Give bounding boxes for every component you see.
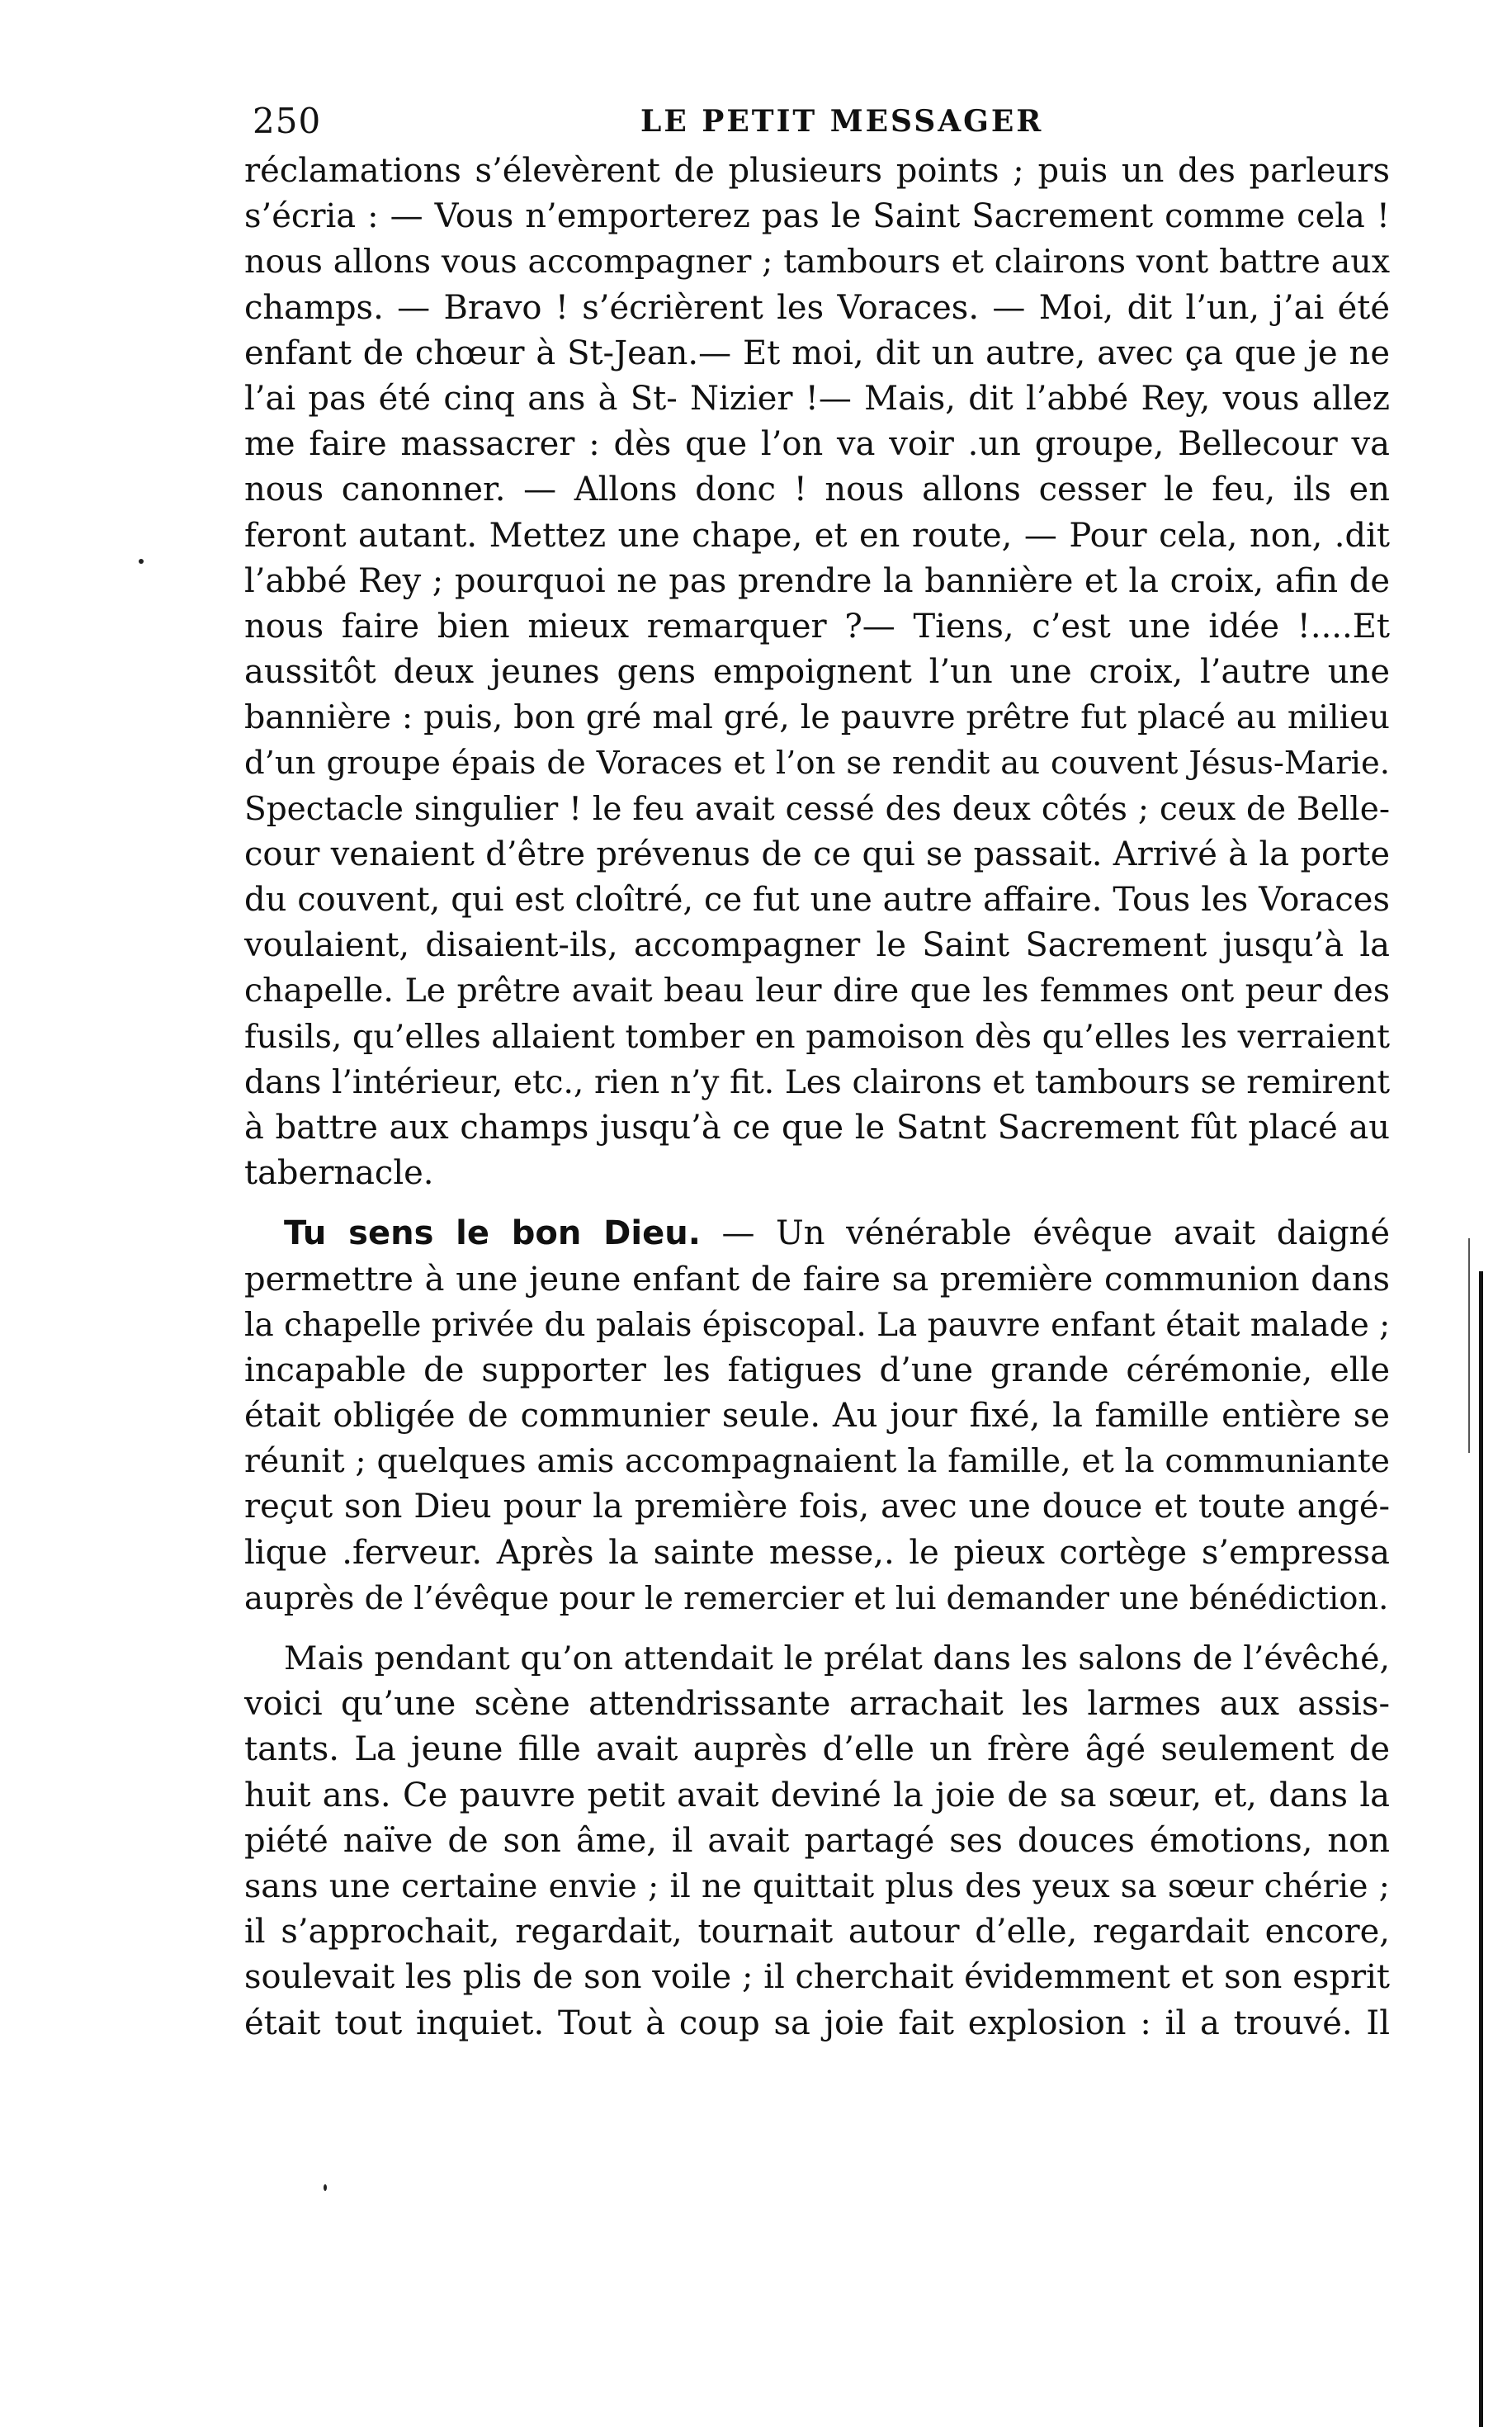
- text-line: réclamations s’élevèrent de plusieurs points ; puis un des parleurs: [244, 152, 1390, 190]
- body-text: [244, 149, 1390, 2046]
- scan-speck: [324, 2184, 327, 2191]
- heading-line-text: — Un vénérable évêque avait daigné: [700, 1214, 1390, 1253]
- text-line: nous canonner. — Allons donc ! nous allons cesser le feu, ils en: [244, 471, 1390, 509]
- text-line: il s’approchait, regardait, tournait autour d’elle, regardait encore,: [244, 1913, 1390, 1952]
- paragraph-continuation: [244, 149, 1390, 1196]
- text-line: chapelle. Le prêtre avait beau leur dire que les femmes ont peur des: [244, 972, 1390, 1010]
- paragraph-gap: [244, 1621, 1390, 1636]
- text-line: d’un groupe épais de Voraces et l’on se rendit au couvent Jésus-Marie.: [244, 745, 1390, 783]
- text-line: champs. — Bravo ! s’écrièrent les Voraces. — Moi, dit l’un, j’ai été: [244, 288, 1390, 327]
- section-heading: Tu sens le bon Dieu.: [284, 1214, 701, 1253]
- text-line: Spectacle singulier ! le feu avait cessé des deux côtés ; ceux de Belle-: [244, 790, 1390, 828]
- text-line: reçut son Dieu pour la première fois, avec une douce et toute angé-: [244, 1488, 1390, 1526]
- text-line: sans une certaine envie ; il ne quittait plus des yeux sa sœur chérie ;: [244, 1866, 1390, 1905]
- paragraph: [244, 1636, 1390, 2046]
- text-line: réunit ; quelques amis accompagnaient la famille, et la communiante: [244, 1442, 1390, 1481]
- text-line: la chapelle privée du palais épiscopal. La pauvre enfant était malade ;: [244, 1306, 1391, 1344]
- scan-binding-edge: [1479, 1271, 1483, 2427]
- text-line: cour venaient d’être prévenus de ce qui se passait. Arrivé à la porte: [244, 835, 1390, 873]
- text-line: dans l’intérieur, etc., rien n’y fit. Les clairons et tambours se remirent: [244, 1063, 1390, 1101]
- scan-edge-shadow: [1468, 1238, 1470, 1453]
- text-line: était obligée de communier seule. Au jour fixé, la famille entière se: [244, 1397, 1390, 1436]
- text-line: du couvent, qui est cloîtré, ce fut une autre affaire. Tous les Voraces: [244, 881, 1390, 919]
- text-line: fusils, qu’elles allaient tomber en pamoison dès qu’elles les verraient: [244, 1017, 1390, 1056]
- text-line: l’abbé Rey ; pourquoi ne pas prendre la bannière et la croix, afin de: [244, 561, 1390, 600]
- text-line: me faire massacrer : dès que l’on va voir .un groupe, Bellecour va: [244, 425, 1390, 464]
- text-line: voulaient, disaient-ils, accompagner le Saint Sacrement jusqu’à la: [244, 926, 1390, 965]
- text-line: tabernacle.: [244, 1154, 434, 1193]
- text-line: lique .ferveur. Après la sainte messe,. le pieux cortège s’empressa: [244, 1533, 1390, 1572]
- text-line: était tout inquiet. Tout à coup sa joie fait explosion : il a trouvé. Il: [244, 2004, 1390, 2042]
- text-line: à battre aux champs jusqu’à ce que le Satnt Sacrement fût placé au: [244, 1108, 1390, 1147]
- scan-speck: [139, 559, 144, 564]
- text-line: l’ai pas été cinq ans à St- Nizier !— Mais, dit l’abbé Rey, vous allez: [244, 379, 1390, 418]
- text-line: tants. La jeune fille avait auprès d’elle un frère âgé seulement de: [244, 1730, 1390, 1769]
- text-line: incapable de supporter les fatigues d’une grande cérémonie, elle: [244, 1351, 1390, 1389]
- text-line: Mais pendant qu’on attendait le prélat dans les salons de l’évêché,: [284, 1639, 1390, 1677]
- text-line: permettre à une jeune enfant de faire sa première communion dans: [244, 1260, 1390, 1299]
- text-line: [244, 1211, 1390, 1256]
- text-line: auprès de l’évêque pour le remercier et lui demander une bénédiction.: [244, 1579, 1389, 1617]
- text-line: nous faire bien mieux remarquer ?— Tiens, c’est une idée !....Et: [244, 607, 1390, 646]
- text-line: enfant de chœur à St-Jean.— Et moi, dit un autre, avec ça que je ne: [244, 334, 1390, 372]
- text-line: piété naïve de son âme, il avait partagé ses douces émotions, non: [244, 1821, 1390, 1860]
- anecdote-paragraph: [244, 1211, 1390, 1621]
- text-line: aussitôt deux jeunes gens empoignent l’un une croix, l’autre une: [244, 653, 1390, 692]
- text-line: huit ans. Ce pauvre petit avait deviné la joie de sa sœur, et, dans la: [244, 1776, 1390, 1814]
- text-line: nous allons vous accompagner ; tambours et clairons vont battre aux: [244, 243, 1390, 281]
- running-title: LE PETIT MESSAGER: [640, 104, 1044, 139]
- text-line: feront autant. Mettez une chape, et en route, — Pour cela, non, .dit: [244, 516, 1390, 555]
- page-number: 250: [253, 101, 322, 141]
- text-line: s’écria : — Vous n’emporterez pas le Saint Sacrement comme cela !: [244, 197, 1390, 236]
- text-line: voici qu’une scène attendrissante arrachait les larmes aux assis-: [244, 1685, 1390, 1724]
- text-line: soulevait les plis de son voile ; il cherchait évidemment et son esprit: [244, 1958, 1390, 1997]
- page-header: [253, 101, 1392, 150]
- text-line: bannière : puis, bon gré mal gré, le pauvre prêtre fut placé au milieu: [244, 698, 1390, 737]
- paragraph-gap: [244, 1196, 1390, 1211]
